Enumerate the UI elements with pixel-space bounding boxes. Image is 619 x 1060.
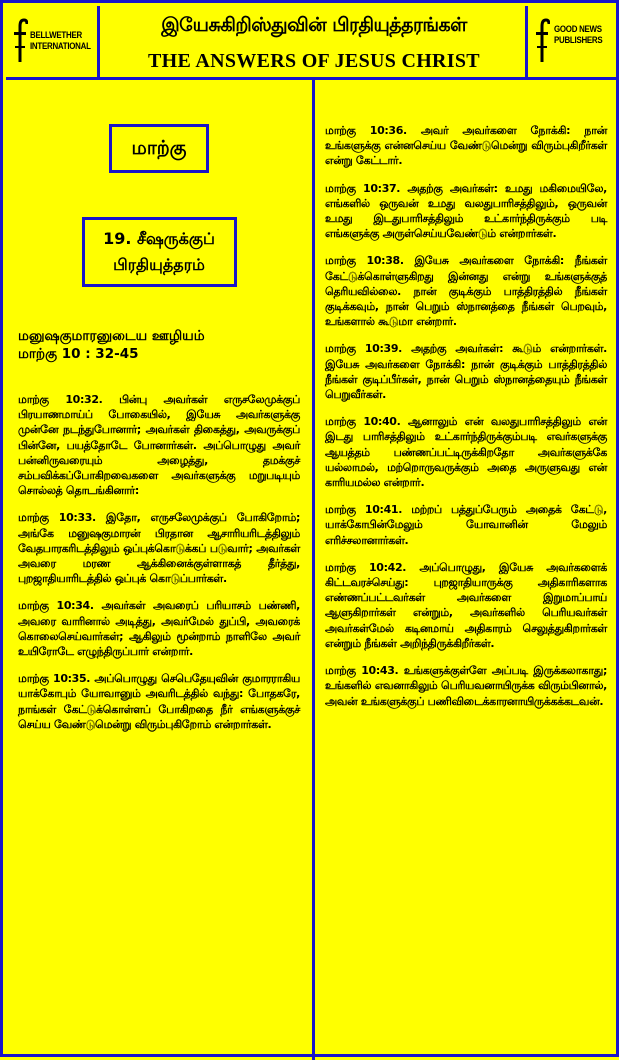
bellwether-logo-text — [30, 30, 91, 52]
verse: மாற்கு 10:35. அப்பொழுது செபெதேயுவின் குமாரராகிய யாக்கோபும் யோவானும் அவரிடத்தில் வந்து: போதகரே, நாங்கள் கேட்டுக்கொள்ளப் போகிறதை நீர் எங்களுக்குச் செய்ய வேண்டுமென்று விரும்புகிறோம் என்றார்கள். — [18, 672, 300, 731]
good-news-logo-text — [554, 24, 602, 46]
bellwether-logo — [6, 6, 100, 77]
verse: மாற்கு 10:36. அவர் அவர்களை நோக்கி: நான் உங்களுக்கு என்னசெய்ய வேண்டுமென்று விரும்புகிறீர்கள் என்று கேட்டார். — [325, 124, 607, 168]
chapter-title-line: 19. சீஷருக்குப் — [103, 229, 215, 248]
chapter-title-line: பிரதியுத்தரம் — [113, 255, 205, 274]
verse: மாற்கு 10:43. உங்களுக்குள்ளே அப்படி இருக்கலாகாது; உங்களில் எவனாகிலும் பெரியவனாயிருக்க விரும்பினால், அவன் உங்களுக்குப் பணிவிடைக்காரனாயிருக்கக்கடவன். — [325, 664, 607, 708]
section-title-line: மனுஷகுமாரனுடைய ஊழியம் — [18, 328, 205, 344]
shepherd-staff-icon — [534, 18, 550, 62]
verse: மாற்கு 10:37. அதற்கு அவர்கள்: உமது மகிமையிலே, எங்களில் ஒருவன் உமது வலதுபாரிசத்திலும், ஒருவன் உமது இடதுபாரிசத்திலும் உட்கார்ந்திருக்கும் படி எங்களுக்கு அருள்செய்யவேண்டும் என்றார்கள். — [325, 181, 607, 241]
title-english: THE ANSWERS OF JESUS CHRIST — [148, 50, 480, 72]
verse: மாற்கு 10:41. மற்றப் பத்துப்பேரும் அதைக் கேட்டு, யாக்கோபின்மேலும் யோவானின் மேலும் எரிச்சலானார்கள். — [325, 503, 607, 547]
title-tamil: இயேசுகிறிஸ்துவின் பிரதியுத்தரங்கள் — [161, 14, 467, 36]
verse: மாற்கு 10:34. அவர்கள் அவரைப் பரியாசம் பண்ணி, அவரை வாரினால் அடித்து, அவர்மேல் துப்பி, அவரைக் கொலைசெய்வார்கள்; ஆகிலும் மூன்றாம் நாளிலே அவர் உயிரோடே எழுந்திருப்பார் என்றார். — [18, 599, 300, 659]
shepherd-staff-icon — [12, 18, 28, 62]
verse: மாற்கு 10:33. இதோ, எருசலேமுக்குப் போகிறோம்; அங்கே மனுஷகுமாரன் பிரதான ஆசாரியரிடத்திலும் வேதபாரகரிடத்திலும் ஒப்புக்கொடுக்கப் படுவார்; அவர்கள் அவரை மரண ஆக்கினைக்குள்ளாகத் தீர்த்து, புறஜாதியாரிடத்தில் ஒப்புக் கொடுப்பார்கள். — [18, 511, 300, 586]
chapter-box — [82, 217, 237, 287]
gospel-box: மாற்கு — [109, 124, 209, 173]
good-news-logo — [525, 6, 619, 77]
left-column — [6, 80, 312, 1057]
logo-line: PUBLISHERS — [554, 35, 603, 45]
logo-line: GOOD NEWS — [554, 24, 602, 34]
verse: மாற்கு 10:42. அப்பொழுது, இயேசு அவர்களைக் கிட்டவரச்செய்து: புறஜாதியாருக்கு அதிகாரிகளாக எண்ணப்பட்டவர்கள் அவர்களை இறுமாப்பாய் ஆளுகிறார்கள் என்றும், அவர்களில் பெரியவர்கள் அவர்கள்மேல் கடினமாய் அதிகாரம் செலுத்துகிறார்கள் என்றும் நீங்கள் அறிந்திருக்கிறீர்கள். — [325, 560, 607, 650]
logo-line: INTERNATIONAL — [30, 41, 91, 51]
header — [6, 6, 619, 80]
verse: மாற்கு 10:38. இயேசு அவர்களை நோக்கி: நீங்கள் கேட்டுக்கொள்ளுகிறது இன்னது என்று உங்களுக்குத் தெரியவில்லை. நான் குடிக்கும் பாத்திரத்தில் நீங்கள் குடிக்கவும், நான் பெறும் ஸ்நானத்தை நீங்கள் பெறவும், உங்களால் கூடுமா என்றார். — [325, 254, 607, 329]
right-column — [315, 80, 619, 1057]
verse: மாற்கு 10:39. அதற்கு அவர்கள்: கூடும் என்றார்கள். இயேசு அவர்களை நோக்கி: நான் குடிக்கும் பாத்திரத்தில் நீங்கள் குடிப்பீர்கள், நான் பெறும் ஸ்நானத்தையும் நீங்கள் பெறுவீர்கள். — [325, 342, 607, 402]
verse: மாற்கு 10:32. பின்பு அவர்கள் எருசலேமுக்குப் பிரயாணமாய்ப் போகையில், இயேசு அவர்களுக்கு முன்னே நடந்துபோனார்; அவர்கள் திகைத்து, அவருக்குப் பின்னே, பயத்தோடே போனார்கள். அப்பொழுது அவர் பன்னிருவரையும் அழைத்து, தமக்குச் சம்பவிக்கப்போகிறவைகளை அவர்களுக்கு மறுபடியும் சொல்லத் தொடங்கினார்: — [18, 393, 300, 498]
section-title — [18, 327, 300, 363]
logo-line: BELLWETHER — [30, 30, 82, 40]
verse: மாற்கு 10:40. ஆனாலும் என் வலதுபாரிசத்திலும் என் இடது பாரிசத்திலும் உட்கார்ந்திருக்கும்படி எவர்களுக்கு ஆயத்தம் பண்ணப்பட்டிருக்கிறதோ அவர்களுக்கே யல்லாமல், மற்றொருவருக்கும் அதை அருளுவது என் காரியமல்ல என்றார். — [325, 415, 607, 490]
section-reference: மாற்கு 10 : 32-45 — [18, 346, 139, 362]
